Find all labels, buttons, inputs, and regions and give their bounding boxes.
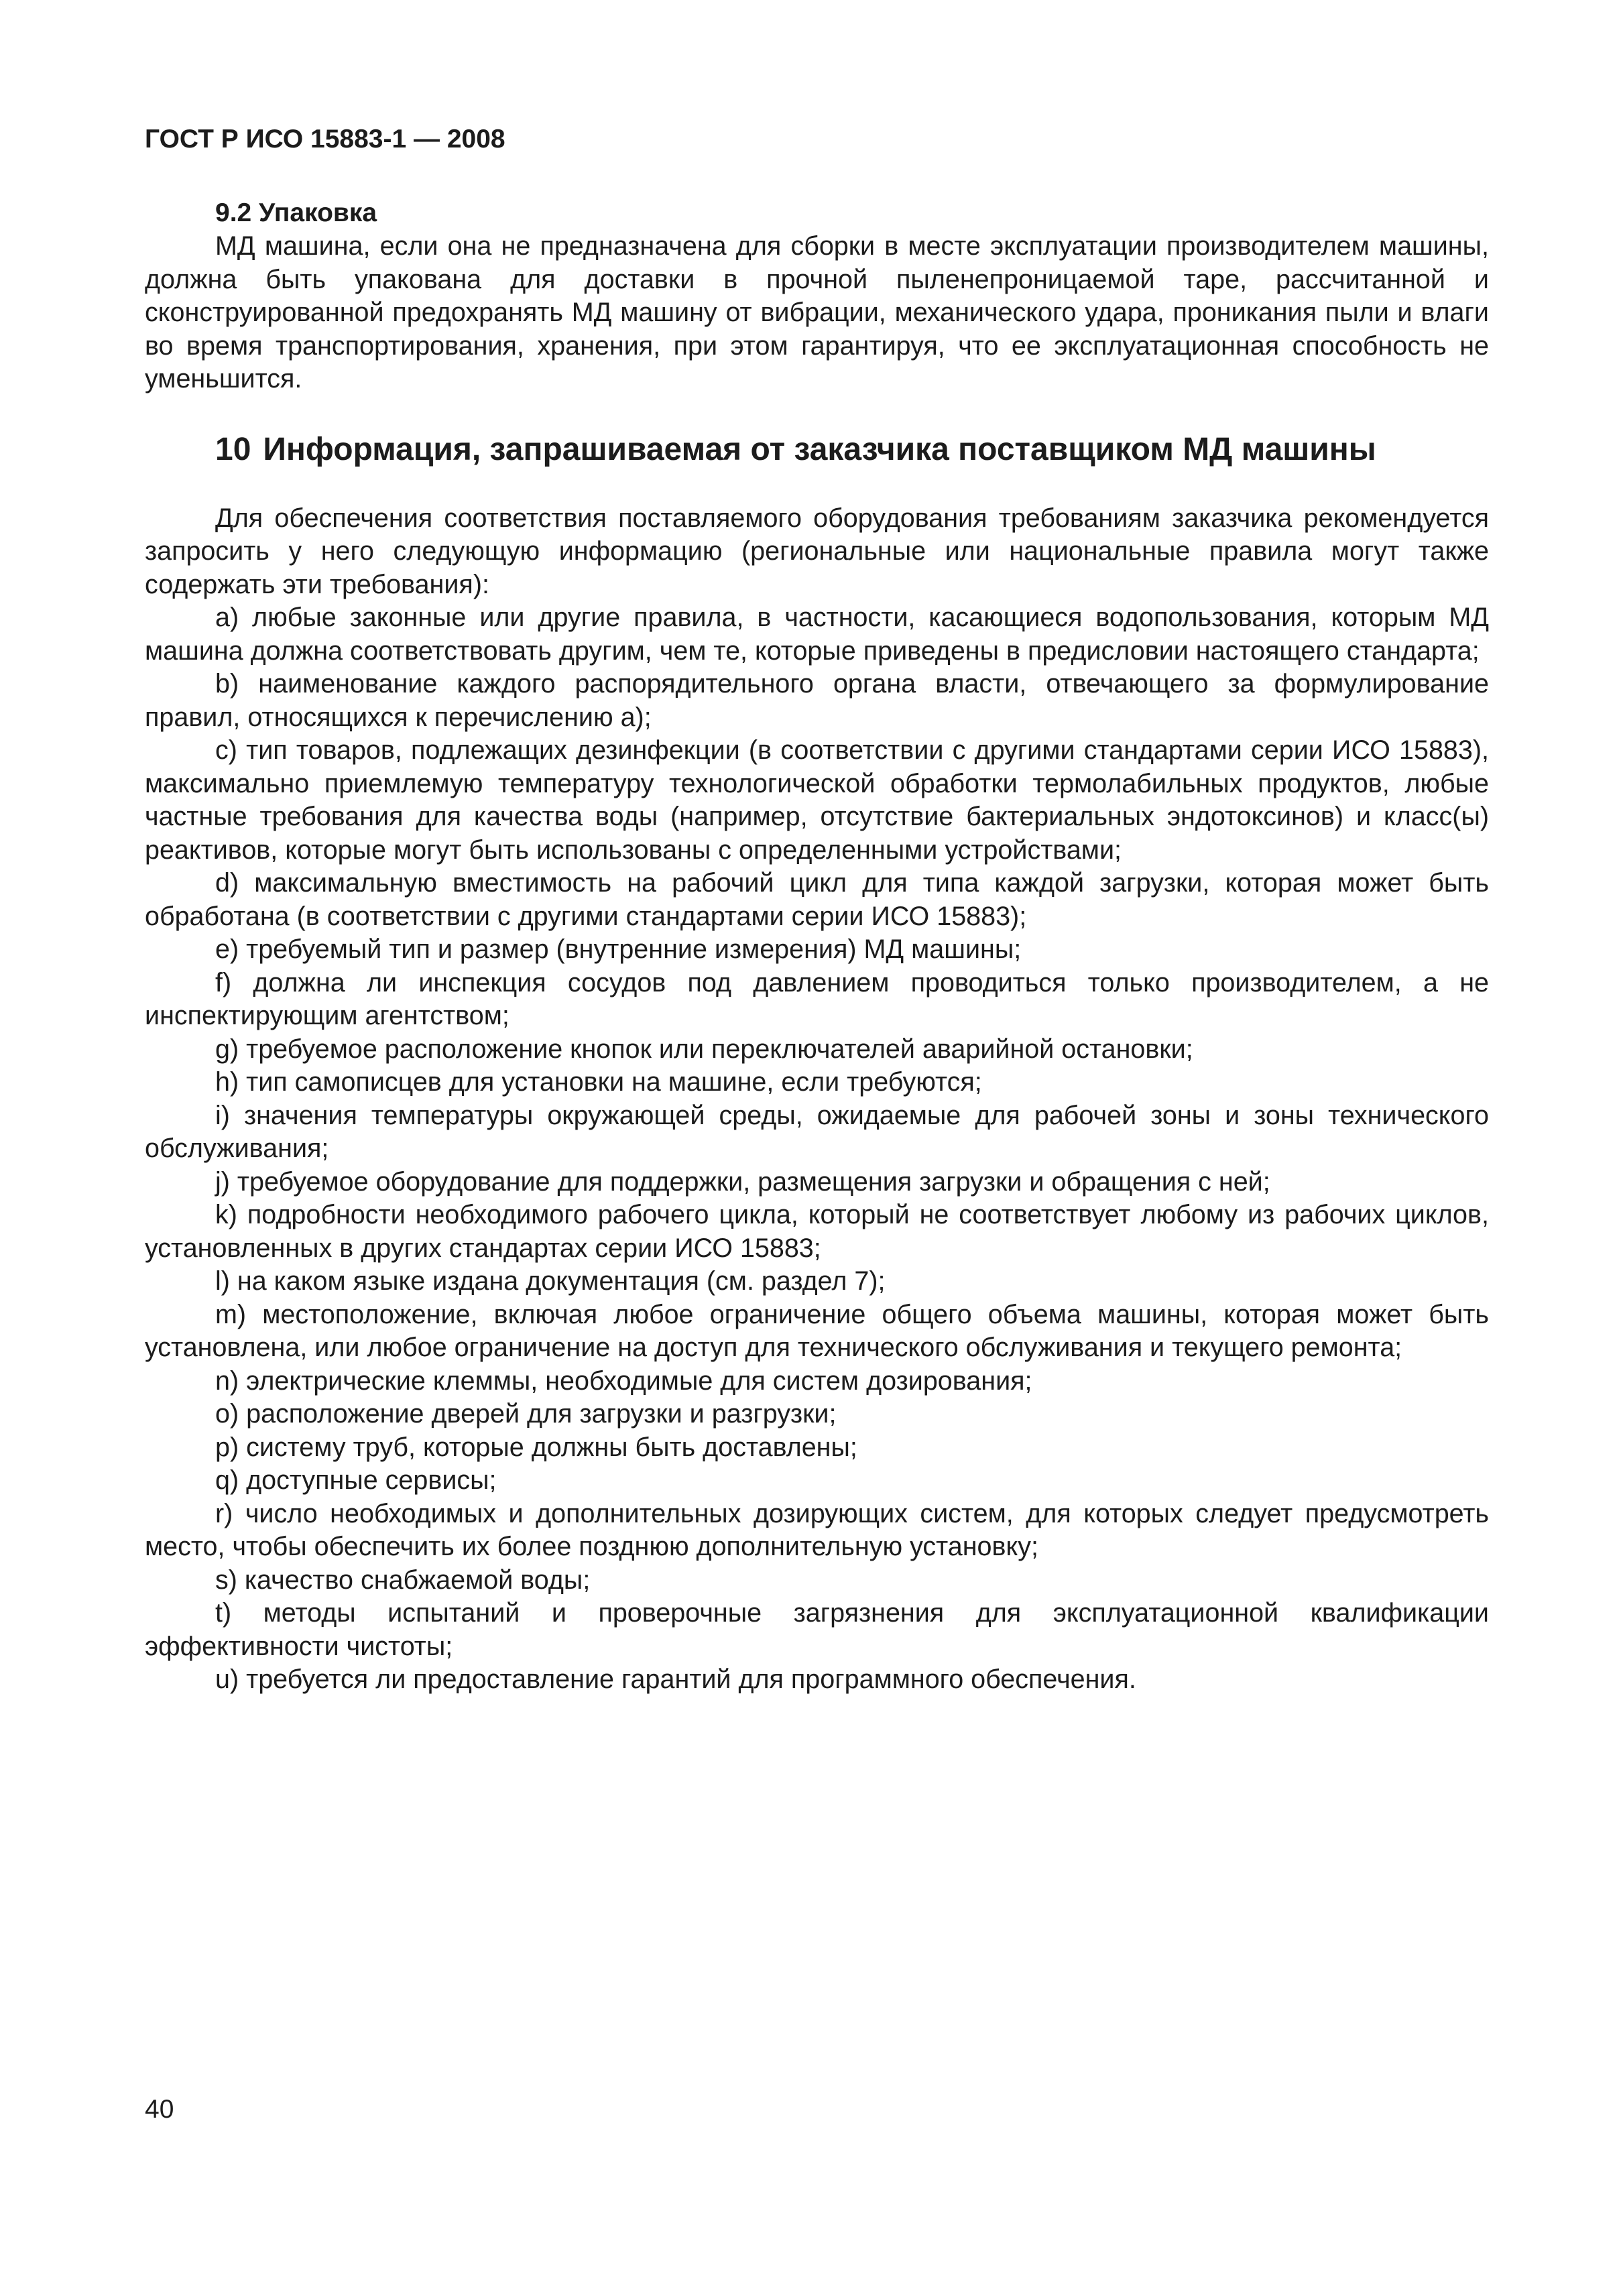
subsection-9-2-title: 9.2 Упаковка [215, 198, 377, 227]
section-10-intro-paragraph: Для обеспечения соответствия поставляемого оборудования требованиям заказчика рекомендуется запросить у него следующую информацию (региональные или национальные правила могут также содержать эти требования): [145, 503, 1489, 599]
list-item-p: p) систему труб, которые должны быть доставлены; [215, 1432, 857, 1462]
section-10-title: Информация, запрашиваемая от заказчика поставщиком МД машины [263, 431, 1376, 467]
list-item-h: h) тип самописцев для установки на машине, если требуются; [215, 1067, 982, 1097]
list-item-l: l) на каком языке издана документация (см. раздел 7); [215, 1266, 886, 1296]
page-content [145, 196, 1489, 1697]
list-item-s: s) качество снабжаемой воды; [215, 1565, 591, 1595]
list-item-b: b) наименование каждого распорядительного органа власти, отвечающего за формулирование правил, относящихся к перечислению a); [145, 669, 1489, 732]
list-item-t: t) методы испытаний и проверочные загрязнения для эксплуатационной квалификации эффективности чистоты; [145, 1598, 1489, 1661]
list-item-r: r) число необходимых и дополнительных дозирующих систем, для которых следует предусмотреть место, чтобы обеспечить их более позднюю дополнительную установку; [145, 1498, 1489, 1561]
page-number: 40 [145, 2095, 174, 2124]
list-item-e: e) требуемый тип и размер (внутренние измерения) МД машины; [215, 934, 1022, 964]
list-item-k: k) подробности необходимого рабочего цикла, который не соответствует любому из рабочих циклов, установленных в других стандартах серии ИСО 15883; [145, 1200, 1489, 1263]
section-10-heading [145, 430, 1489, 470]
list-item-c: c) тип товаров, подлежащих дезинфекции (в соответствии с другими стандартами серии ИСО 15883), максимально приемлемую температуру технологической обработки термолабильных продуктов, любые частные требования для качества воды (например, отсутствие бактериальных эндотоксинов) и класс(ы) реактивов, которые могут быть использованы с определенными устройствами; [145, 735, 1489, 865]
subsection-9-2-paragraph: МД машина, если она не предназначена для сборки в месте эксплуатации производителем машины, должна быть упакована для доставки в прочной пыленепроницаемой таре, рассчитанной и сконструированной предохранять МД машину от вибрации, механического удара, проникания пыли и влаги во время транспортирования, хранения, при этом гарантируя, что ее эксплуатационная способность не уменьшится. [145, 231, 1489, 394]
list-item-f: f) должна ли инспекция сосудов под давлением проводиться только производителем, а не инспектирующим агентством; [145, 967, 1489, 1030]
list-item-u: u) требуется ли предоставление гарантий для программного обеспечения. [215, 1665, 1136, 1694]
section-10-number: 10 [215, 431, 251, 467]
list-item-j: j) требуемое оборудование для поддержки, размещения загрузки и обращения с ней; [215, 1166, 1270, 1197]
list-item-g: g) требуемое расположение кнопок или переключателей аварийной остановки; [215, 1034, 1193, 1064]
list-item-q: q) доступные сервисы; [215, 1465, 497, 1495]
list-item-i: i) значения температуры окружающей среды, ожидаемые для рабочей зоны и зоны технического обслуживания; [145, 1100, 1489, 1163]
list-item-d: d) максимальную вместимость на рабочий цикл для типа каждой загрузки, которая может быть обработана (в соответствии с другими стандартами серии ИСО 15883); [145, 868, 1489, 931]
list-item-a: a) любые законные или другие правила, в частности, касающиеся водопользования, которым МД машина должна соответствовать другим, чем те, которые приведены в предисловии настоящего стандарта; [145, 603, 1489, 666]
list-item-o: o) расположение дверей для загрузки и разгрузки; [215, 1399, 837, 1429]
running-header-standard-number: ГОСТ Р ИСО 15883-1 — 2008 [145, 125, 505, 154]
list-item-n: n) электрические клеммы, необходимые для систем дозирования; [215, 1366, 1032, 1396]
list-item-m: m) местоположение, включая любое ограничение общего объема машины, которая может быть установлена, или любое ограничение на доступ для технического обслуживания и текущего ремонта; [145, 1299, 1489, 1362]
